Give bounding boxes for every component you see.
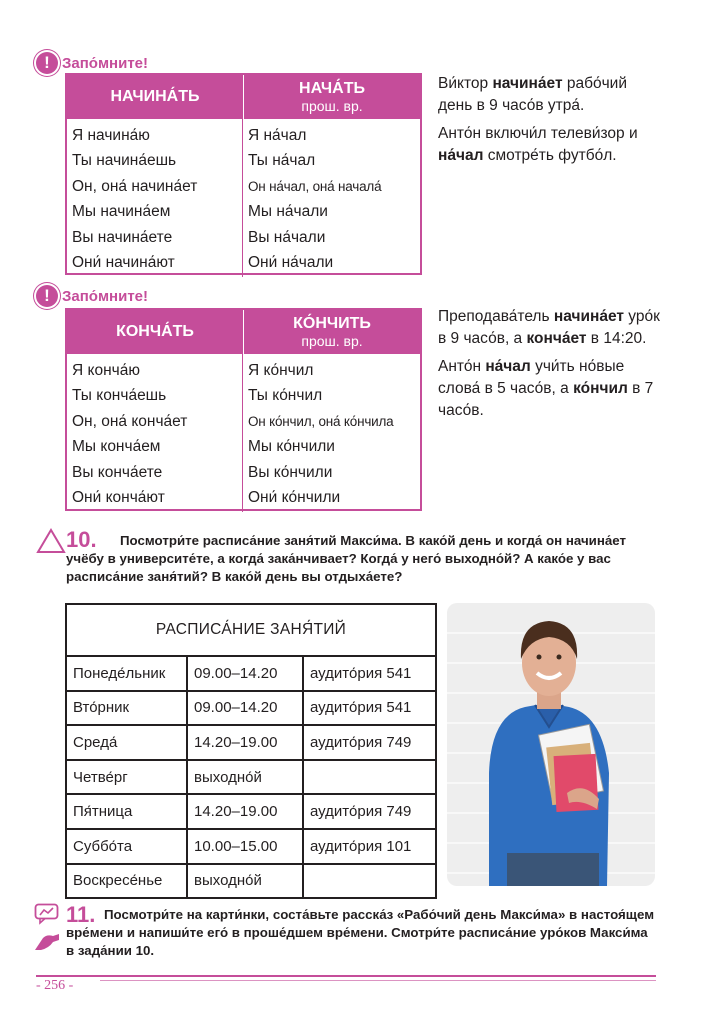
time-cell: 09.00–14.20 [187,691,303,726]
room-cell: аудито́рия 749 [303,794,436,829]
sentence-text: смотре́ть футбо́л. [483,147,617,164]
table-row [66,829,436,864]
header-past-sub: прош. вр. [301,333,363,349]
present-form: Они́ конча́ют [72,488,165,506]
example-sentence [438,306,660,350]
sentence-text: Ви́ктор [438,75,493,92]
room-cell: аудито́рия 541 [303,656,436,691]
header-past [244,75,420,119]
verb-table-header [67,310,420,354]
exercise-11-text: Посмотри́те на карти́нки, соста́вьте расска́з «Рабо́чий день Макси́ма» в настоя́щем вре́мени и напиши́те его́ в проше́дшем вре́мени. Смотри́те расписа́ние уро́ков Макси́ма в зада́нии 10. [66,907,655,958]
day-cell: Четве́рг [66,760,187,795]
verb-highlight: на́чал [485,358,531,375]
verb-table-header [67,75,420,119]
past-column [243,119,420,277]
remember-heading-2 [36,285,148,307]
verb-highlight: начина́ет [553,308,624,325]
sentence-text: в 14:20. [586,330,647,347]
sentence-text: учи́ть но́вые слова́ в 5 часо́в, а [438,358,625,397]
past-form: Он ко́нчил, она́ ко́нчила [248,413,394,429]
remember-label: Запо́мните! [62,54,149,72]
time-cell: выходно́й [187,760,303,795]
present-form: Вы начина́ете [72,228,173,246]
examples-nachinat [438,73,663,173]
past-form: Мы на́чали [248,203,328,221]
past-form: Он на́чал, она́ начала́ [248,178,382,194]
page-number: - 256 - [36,978,74,993]
example-sentence [438,73,663,117]
header-past-verb: КО́НЧИТЬ [293,315,371,332]
past-form: Ты ко́нчил [248,387,323,405]
sentence-text: уро́к в 9 часо́в, а [438,308,660,347]
table-row [66,864,436,899]
present-form: Они́ начина́ют [72,253,175,271]
verb-table-nachinat [65,73,422,275]
header-infinitive: КОНЧА́ТЬ [67,310,244,354]
remember-label: Запо́мните! [62,287,149,305]
verb-highlight: начина́ет [492,75,563,92]
table-row [66,760,436,795]
day-cell: Понеде́льник [66,656,187,691]
room-cell: аудито́рия 541 [303,691,436,726]
present-form: Мы конча́ем [72,438,161,456]
sentence-text: Анто́н включи́л телеви́зор и [438,125,638,142]
past-form: Мы ко́нчили [248,438,335,456]
exercise-number-10: 10. [66,527,97,552]
past-form: Ты на́чал [248,152,316,170]
past-form: Вы на́чали [248,228,326,246]
exclamation-icon: ! [36,52,58,74]
time-cell: выходно́й [187,864,303,899]
time-cell: 09.00–14.20 [187,656,303,691]
example-sentence [438,123,663,167]
sentence-text: в 7 часо́в. [438,380,654,419]
past-form: Они́ на́чали [248,253,334,271]
examples-konchat [438,306,660,428]
time-cell: 14.20–19.00 [187,794,303,829]
example-sentence [438,356,660,422]
past-form: Вы ко́нчили [248,463,333,481]
past-column [243,354,420,512]
footer-line [36,975,656,977]
day-cell: Пя́тница [66,794,187,829]
schedule-table [65,603,437,899]
exclamation-icon: ! [36,285,58,307]
header-infinitive: НАЧИНА́ТЬ [67,75,244,119]
past-form: Они́ ко́нчили [248,488,341,506]
table-row [66,656,436,691]
past-form: Я ко́нчил [248,362,314,379]
sentence-text: Преподава́тель [438,308,554,325]
exercise-10-text: Посмотри́те расписа́ние заня́тий Макси́ма. В како́й день и когда́ он начина́ет учёбу в университе́те, а когда́ зака́нчивает? Когда́ у него́ выходно́й? А како́е у вас расписа́ние заня́тий? В како́й день вы отдыха́ете? [66,533,627,584]
exercise-number-11: 11. [66,902,96,927]
sentence-text: рабо́чий день в 9 часо́в утра́. [438,75,627,114]
table-row [66,794,436,829]
room-cell [303,760,436,795]
present-form: Он, она́ начина́ет [72,177,198,195]
header-past [244,310,420,354]
header-past-sub: прош. вр. [301,98,363,114]
schedule-title: РАСПИСА́НИЕ ЗАНЯ́ТИЙ [66,604,436,656]
footer-line-thin [100,980,656,981]
header-past-verb: НАЧА́ТЬ [299,80,365,97]
time-cell: 14.20–19.00 [187,725,303,760]
present-form: Ты конча́ешь [72,387,167,405]
verb-highlight: ко́нчил [573,380,628,397]
sentence-text: Анто́н [438,358,486,375]
day-cell: Воскресе́нье [66,864,187,899]
triangle-icon [36,528,66,554]
table-row [66,725,436,760]
past-form: Я на́чал [248,127,307,144]
verb-highlight: на́чал [438,147,484,164]
verb-table-konchat [65,308,422,511]
present-form: Я конча́ю [72,362,140,379]
room-cell: аудито́рия 101 [303,829,436,864]
verb-highlight: конча́ет [526,330,587,347]
present-form: Мы начина́ем [72,203,171,221]
day-cell: Среда́ [66,725,187,760]
writing-hand-icon [33,930,61,952]
time-cell: 10.00–15.00 [187,829,303,864]
table-row [66,691,436,726]
room-cell [303,864,436,899]
present-column [67,119,243,277]
present-form: Я начина́ю [72,127,150,144]
student-photo [447,603,655,886]
room-cell: аудито́рия 749 [303,725,436,760]
day-cell: Вто́рник [66,691,187,726]
present-form: Ты начина́ешь [72,152,177,170]
present-form: Он, она́ конча́ет [72,412,188,430]
day-cell: Суббо́та [66,829,187,864]
chat-icon [34,903,60,925]
present-column [67,354,243,512]
remember-heading-1 [36,52,148,74]
present-form: Вы конча́ете [72,463,163,481]
